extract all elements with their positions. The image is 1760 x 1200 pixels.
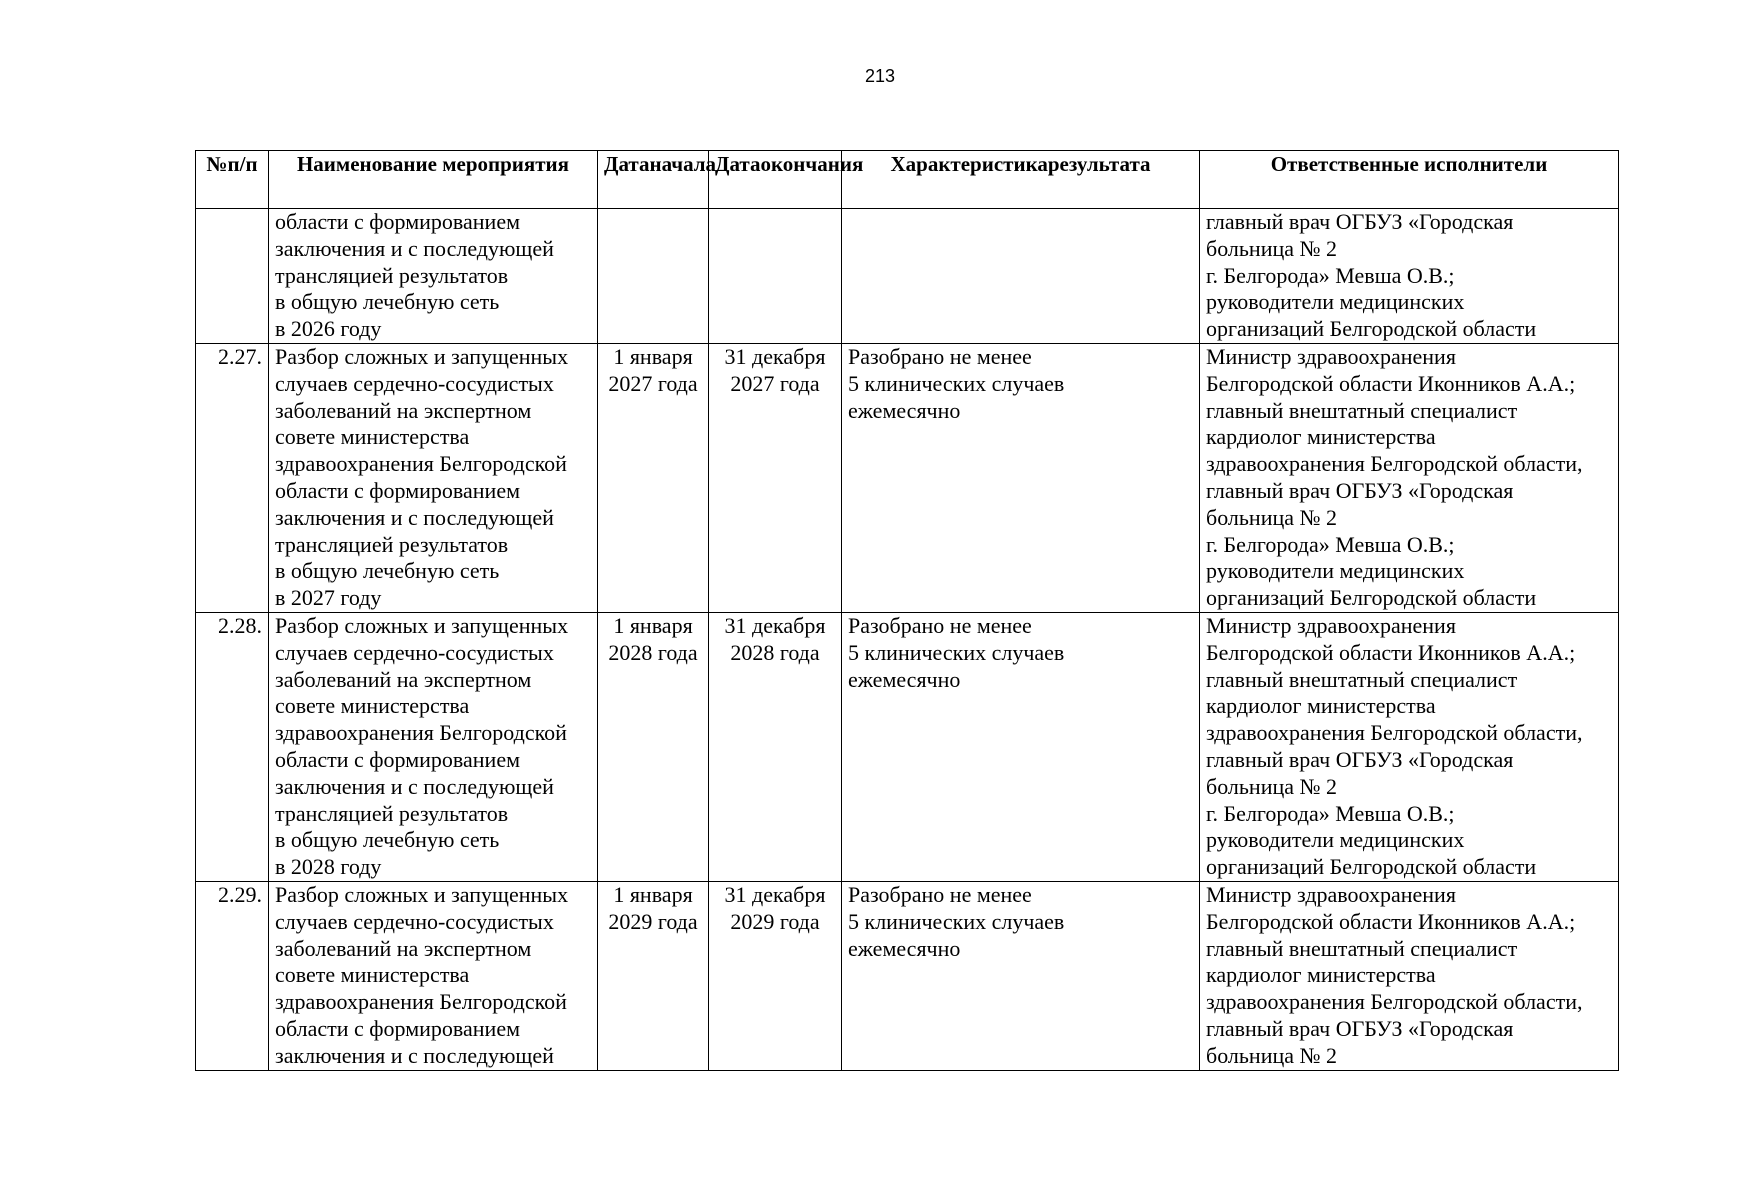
cell-line: совете министерства xyxy=(275,693,470,719)
column-header-num xyxy=(196,151,269,209)
cell-line: в 2027 году xyxy=(275,585,382,611)
cell-line: 31 декабря xyxy=(724,344,826,369)
result-cell xyxy=(842,613,1200,882)
activity-name-cell xyxy=(269,882,598,1071)
end-date-cell xyxy=(709,882,842,1071)
cell-line: 5 клинических случаев xyxy=(848,370,1065,396)
column-header-text: п/п xyxy=(227,152,258,176)
cell-line: главный врач ОГБУЗ «Городская xyxy=(1206,1015,1514,1041)
cell-line: здравоохранения Белгородской xyxy=(275,989,567,1015)
activities-table xyxy=(195,150,1619,1071)
cell-line: в общую лечебную сеть xyxy=(275,827,500,853)
cell-line: случаев сердечно-сосудистых xyxy=(275,370,554,396)
cell-line: г. Белгорода» Мевша О.В.; xyxy=(1206,800,1455,826)
cell-line: случаев сердечно-сосудистых xyxy=(275,908,554,934)
cell-line: 31 декабря xyxy=(724,882,826,907)
row-number xyxy=(196,209,269,344)
cell-line: Разобрано не менее xyxy=(848,344,1032,369)
cell-line: заключения и с последующей xyxy=(275,1042,554,1068)
cell-line: 2027 года xyxy=(730,370,820,396)
cell-line: ежемесячно xyxy=(848,935,961,961)
cell-line: заболеваний на экспертном xyxy=(275,666,532,692)
cell-line: заключения и с последующей xyxy=(275,235,554,261)
cell-line: Разбор сложных и запущенных xyxy=(275,613,569,638)
cell-line: 2029 года xyxy=(608,908,698,934)
cell-line: Разбор сложных и запущенных xyxy=(275,344,569,369)
cell-line: главный внештатный специалист xyxy=(1206,666,1518,692)
activity-name-cell xyxy=(269,209,598,344)
cell-line: больница № 2 xyxy=(1206,235,1337,261)
cell-line: трансляцией результатов xyxy=(275,262,509,288)
cell-line: руководители медицинских xyxy=(1206,558,1465,584)
cell-line: г. Белгорода» Мевша О.В.; xyxy=(1206,262,1455,288)
cell-line: Министр здравоохранения xyxy=(1206,613,1456,638)
column-header-start xyxy=(598,151,717,209)
cell-line: случаев сердечно-сосудистых xyxy=(275,639,554,665)
cell-line: в общую лечебную сеть xyxy=(275,289,500,315)
end-date-cell xyxy=(709,209,842,344)
column-header-result xyxy=(842,151,1200,209)
cell-line: Разобрано не менее xyxy=(848,613,1032,638)
cell-line: ежемесячно xyxy=(848,397,961,423)
cell-line: здравоохранения Белгородской области, xyxy=(1206,989,1583,1015)
cell-line: 1 января xyxy=(613,882,693,907)
cell-line: в 2028 году xyxy=(275,854,382,880)
table-row xyxy=(196,613,1619,882)
cell-line: трансляцией результатов xyxy=(275,531,509,557)
column-header-text: Наименование мероприятия xyxy=(296,152,570,176)
row-number: 2.29. xyxy=(196,882,269,1071)
column-header-text: Характеристика xyxy=(890,152,1048,176)
cell-line: главный внештатный специалист xyxy=(1206,397,1518,423)
cell-line: заболеваний на экспертном xyxy=(275,935,532,961)
cell-line: организаций Белгородской области xyxy=(1206,585,1537,611)
cell-line: организаций Белгородской области xyxy=(1206,854,1537,880)
cell-line: главный врач ОГБУЗ «Городская xyxy=(1206,477,1514,503)
cell-line: больница № 2 xyxy=(1206,1042,1337,1068)
column-header-text: окончания xyxy=(760,152,864,176)
page-number: 213 xyxy=(864,66,896,86)
start-date-cell xyxy=(598,344,709,613)
cell-line: заболеваний на экспертном xyxy=(275,397,532,423)
cell-line: 5 клинических случаев xyxy=(848,639,1065,665)
cell-line: области с формированием xyxy=(275,746,521,772)
start-date-cell xyxy=(598,613,709,882)
cell-line: Разобрано не менее xyxy=(848,882,1032,907)
row-number: 2.28. xyxy=(196,613,269,882)
column-header-name xyxy=(269,151,598,209)
responsible-cell xyxy=(1200,344,1619,613)
cell-line: 1 января xyxy=(613,344,693,369)
column-header-text: начала xyxy=(649,152,717,176)
result-cell xyxy=(842,344,1200,613)
cell-line: Белгородской области Иконников А.А.; xyxy=(1206,370,1576,396)
responsible-cell xyxy=(1200,613,1619,882)
cell-line: совете министерства xyxy=(275,962,470,988)
cell-line: Разбор сложных и запущенных xyxy=(275,882,569,907)
cell-line: заключения и с последующей xyxy=(275,773,554,799)
cell-line: главный врач ОГБУЗ «Городская xyxy=(1206,209,1514,234)
cell-line: области с формированием xyxy=(275,209,521,234)
row-number: 2.27. xyxy=(196,344,269,613)
responsible-cell xyxy=(1200,209,1619,344)
cell-line: 2028 года xyxy=(608,639,698,665)
cell-line: 2027 года xyxy=(608,370,698,396)
end-date-cell xyxy=(709,613,842,882)
cell-line: 2029 года xyxy=(730,908,820,934)
cell-line: области с формированием xyxy=(275,477,521,503)
column-header-text: Дата xyxy=(715,152,761,176)
column-header-end xyxy=(709,151,864,209)
responsible-cell xyxy=(1200,882,1619,1071)
cell-line: организаций Белгородской области xyxy=(1206,316,1537,342)
cell-line: 1 января xyxy=(613,613,693,638)
start-date-cell xyxy=(598,209,709,344)
cell-line: 2028 года xyxy=(730,639,820,665)
cell-line: здравоохранения Белгородской xyxy=(275,451,567,477)
activity-name-cell xyxy=(269,613,598,882)
column-header-text: Дата xyxy=(604,152,650,176)
cell-line: ежемесячно xyxy=(848,666,961,692)
cell-line: здравоохранения Белгородской xyxy=(275,720,567,746)
cell-line: области с формированием xyxy=(275,1015,521,1041)
cell-line: трансляцией результатов xyxy=(275,800,509,826)
cell-line: Министр здравоохранения xyxy=(1206,344,1456,369)
start-date-cell xyxy=(598,882,709,1071)
cell-line: 31 декабря xyxy=(724,613,826,638)
column-header-resp xyxy=(1200,151,1619,209)
end-date-cell xyxy=(709,344,842,613)
cell-line: заключения и с последующей xyxy=(275,504,554,530)
cell-line: Белгородской области Иконников А.А.; xyxy=(1206,639,1576,665)
activity-name-cell xyxy=(269,344,598,613)
cell-line: в общую лечебную сеть xyxy=(275,558,500,584)
cell-line: совете министерства xyxy=(275,424,470,450)
cell-line: главный внештатный специалист xyxy=(1206,935,1518,961)
cell-line: здравоохранения Белгородской области, xyxy=(1206,451,1583,477)
cell-line: главный врач ОГБУЗ «Городская xyxy=(1206,746,1514,772)
cell-line: кардиолог министерства xyxy=(1206,693,1436,719)
table-row xyxy=(196,882,1619,1071)
cell-line: Белгородской области Иконников А.А.; xyxy=(1206,908,1576,934)
cell-line: больница № 2 xyxy=(1206,504,1337,530)
cell-line: Министр здравоохранения xyxy=(1206,882,1456,907)
cell-line: больница № 2 xyxy=(1206,773,1337,799)
column-header-text: № xyxy=(206,152,228,176)
cell-line: 5 клинических случаев xyxy=(848,908,1065,934)
cell-line: руководители медицинских xyxy=(1206,289,1465,315)
cell-line: в 2026 году xyxy=(275,316,382,342)
header-row xyxy=(196,151,1619,209)
cell-line: кардиолог министерства xyxy=(1206,962,1436,988)
result-cell xyxy=(842,209,1200,344)
cell-line: руководители медицинских xyxy=(1206,827,1465,853)
cell-line: здравоохранения Белгородской области, xyxy=(1206,720,1583,746)
table-row xyxy=(196,344,1619,613)
column-header-text: результата xyxy=(1047,152,1151,176)
cell-line: г. Белгорода» Мевша О.В.; xyxy=(1206,531,1455,557)
table-header xyxy=(196,151,1619,209)
table-body xyxy=(196,209,1619,1071)
table-row xyxy=(196,209,1619,344)
column-header-text: Ответственные исполнители xyxy=(1270,152,1548,176)
result-cell xyxy=(842,882,1200,1071)
cell-line: кардиолог министерства xyxy=(1206,424,1436,450)
